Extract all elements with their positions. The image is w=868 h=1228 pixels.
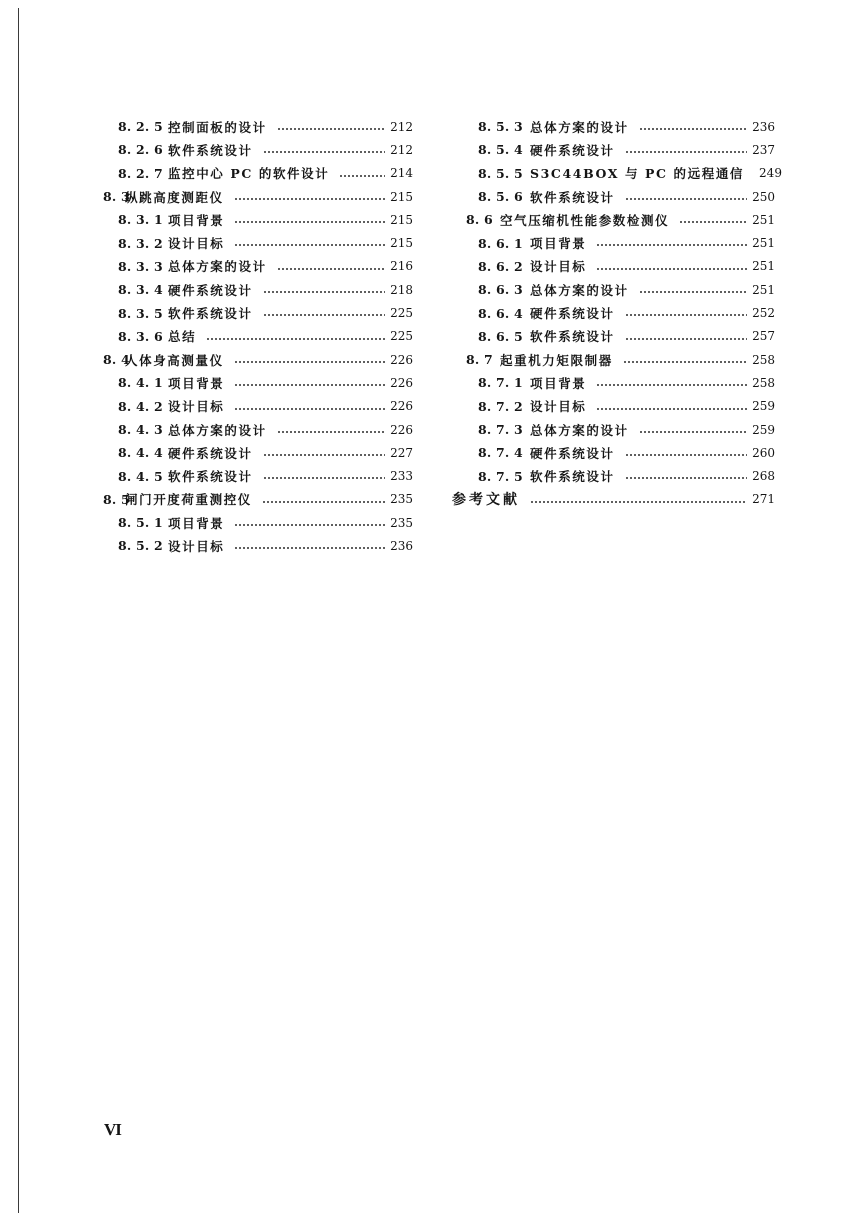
section-number: 8. 3. 2 xyxy=(118,235,163,251)
page-number: 236 xyxy=(390,538,413,553)
section-title: 总结 xyxy=(168,329,197,345)
section-number: 8. 4. 1 xyxy=(118,375,163,391)
toc-entry xyxy=(452,464,775,487)
toc-entry xyxy=(452,162,782,185)
section-title: 项目背景 xyxy=(168,375,225,391)
toc-entry xyxy=(452,348,775,371)
section-title: 总体方案的设计 xyxy=(530,422,629,438)
dot-leader xyxy=(625,301,747,324)
toc-entry xyxy=(452,231,775,254)
page-number: 237 xyxy=(752,142,775,157)
section-number: 8. 4 xyxy=(103,352,130,368)
dot-leader xyxy=(277,115,385,138)
section-title: 闸门开度荷重测控仪 xyxy=(125,492,252,508)
page-number: 212 xyxy=(390,119,413,134)
page-number: 226 xyxy=(390,352,413,367)
page-number: 236 xyxy=(752,119,775,134)
page-folio: VI xyxy=(104,1120,121,1139)
section-title: 项目背景 xyxy=(530,236,587,252)
page-number: 251 xyxy=(752,259,775,274)
section-title: 监控中心 PC 的软件设计 xyxy=(168,166,330,182)
section-title: 空气压缩机性能参数检测仪 xyxy=(500,212,670,228)
page-number: 212 xyxy=(390,142,413,157)
page-number: 215 xyxy=(390,212,413,227)
toc-entry xyxy=(452,371,775,394)
section-number: 8. 5. 6 xyxy=(478,189,523,205)
dot-leader xyxy=(234,185,385,208)
section-number: 8. 5. 2 xyxy=(118,538,163,554)
section-number: 8. 2. 6 xyxy=(118,142,163,158)
page-number: 226 xyxy=(390,399,413,414)
section-title: 控制面板的设计 xyxy=(168,119,267,135)
dot-leader xyxy=(263,464,385,487)
page-number: 249 xyxy=(759,166,782,181)
section-number: 8. 5. 4 xyxy=(478,142,523,158)
toc-entry xyxy=(103,138,413,161)
page-number: 251 xyxy=(752,236,775,251)
dot-leader xyxy=(277,418,385,441)
section-number: 8. 6. 5 xyxy=(478,328,523,344)
toc-entry xyxy=(452,208,775,231)
toc-entry xyxy=(452,395,775,418)
section-title: 起重机力矩限制器 xyxy=(500,352,613,368)
toc-entry xyxy=(103,162,413,185)
section-number: 8. 6. 3 xyxy=(478,282,523,298)
section-title: 设计目标 xyxy=(168,538,225,554)
section-number: 8. 7. 4 xyxy=(478,445,523,461)
page-number: 257 xyxy=(752,329,775,344)
section-number: 8. 4. 2 xyxy=(118,398,163,414)
page-number: 252 xyxy=(752,306,775,321)
page-number: 260 xyxy=(752,445,775,460)
toc-entry xyxy=(103,231,413,254)
section-number: 8. 7. 1 xyxy=(478,375,523,391)
toc-left-column xyxy=(103,115,413,558)
section-number: 8. 7. 3 xyxy=(478,422,523,437)
toc-entry xyxy=(452,255,775,278)
toc-entry xyxy=(103,208,413,231)
toc-entry xyxy=(452,441,775,464)
page-number: 215 xyxy=(390,189,413,204)
section-number: 8. 5. 1 xyxy=(118,515,163,531)
page-number: 235 xyxy=(390,515,413,530)
dot-leader xyxy=(625,325,747,348)
toc-entry xyxy=(452,115,775,138)
dot-leader xyxy=(623,348,747,371)
page-number: 258 xyxy=(752,352,775,367)
dot-leader xyxy=(263,301,385,324)
dot-leader xyxy=(339,162,385,185)
toc-entry xyxy=(103,255,413,278)
section-number: 8. 3. 1 xyxy=(118,212,163,228)
toc-entry xyxy=(452,278,775,301)
section-title: 硬件系统设计 xyxy=(530,445,615,461)
toc-entry xyxy=(103,395,413,418)
toc-entry xyxy=(452,418,775,441)
section-number: 8. 3. 3 xyxy=(118,258,163,274)
section-title: 硬件系统设计 xyxy=(530,142,615,158)
section-number: 8. 2. 5 xyxy=(118,119,163,135)
toc-entry xyxy=(103,511,413,534)
dot-leader xyxy=(262,488,385,511)
dot-leader xyxy=(206,325,385,348)
page-number: 258 xyxy=(752,375,775,390)
toc-entry xyxy=(452,301,775,324)
section-number: 8. 6. 1 xyxy=(478,235,523,251)
section-title: 软件系统设计 xyxy=(168,142,253,158)
toc-entry xyxy=(103,185,413,208)
section-title: 硬件系统设计 xyxy=(530,306,615,322)
section-number: 8. 6. 4 xyxy=(478,305,523,321)
dot-leader xyxy=(639,278,747,301)
dot-leader xyxy=(530,488,747,511)
page-number: 214 xyxy=(390,166,413,181)
section-title: 软件系统设计 xyxy=(168,306,253,322)
section-title: 总体方案的设计 xyxy=(168,259,267,275)
section-number: 8. 3. 5 xyxy=(118,305,163,321)
section-number: 8. 4. 5 xyxy=(118,468,163,484)
toc-entry xyxy=(452,185,775,208)
dot-leader xyxy=(679,208,747,231)
page-number: 235 xyxy=(390,492,413,507)
dot-leader xyxy=(625,185,747,208)
toc-entry xyxy=(103,278,413,301)
section-number: 8. 3. 4 xyxy=(118,282,163,298)
section-number: 8. 3. 6 xyxy=(118,328,163,344)
dot-leader xyxy=(234,534,385,557)
dot-leader xyxy=(234,348,385,371)
dot-leader xyxy=(596,231,747,254)
section-number: 8. 5 xyxy=(103,491,130,507)
section-number: 8. 3 xyxy=(103,189,130,205)
dot-leader xyxy=(263,138,385,161)
toc-entry xyxy=(452,325,775,348)
dot-leader xyxy=(625,138,747,161)
dot-leader xyxy=(263,441,385,464)
toc-entry xyxy=(103,325,413,348)
page-number: 215 xyxy=(390,236,413,251)
toc-entry xyxy=(103,371,413,394)
section-number: 8. 7. 5 xyxy=(478,468,523,484)
section-title: 硬件系统设计 xyxy=(168,282,253,298)
section-number: 8. 4. 4 xyxy=(118,445,163,461)
toc-entry xyxy=(103,441,413,464)
toc-entry xyxy=(103,115,413,138)
section-title: 项目背景 xyxy=(530,375,587,391)
dot-leader xyxy=(234,511,385,534)
toc-entry xyxy=(452,138,775,161)
dot-leader xyxy=(234,371,385,394)
section-title: 总体方案的设计 xyxy=(530,282,629,298)
section-title: 设计目标 xyxy=(168,399,225,415)
section-number: 8. 4. 3 xyxy=(118,422,163,437)
dot-leader xyxy=(625,464,747,487)
page-number: 226 xyxy=(390,375,413,390)
dot-leader xyxy=(234,208,385,231)
dot-leader xyxy=(639,115,747,138)
section-title: 设计目标 xyxy=(168,236,225,252)
page-number: 218 xyxy=(390,282,413,297)
section-title: 总体方案的设计 xyxy=(168,422,267,438)
toc-entry xyxy=(103,348,413,371)
page-number: 250 xyxy=(752,189,775,204)
section-title: 硬件系统设计 xyxy=(168,445,253,461)
section-title: 纵跳高度测距仪 xyxy=(125,189,224,205)
page-number: 233 xyxy=(390,469,413,484)
page-number: 227 xyxy=(390,445,413,460)
section-number: 8. 5. 5 xyxy=(478,165,523,181)
section-number: 8. 6. 2 xyxy=(478,258,523,274)
section-title: 总体方案的设计 xyxy=(530,119,629,135)
page-number: 226 xyxy=(390,422,413,437)
section-title: 设计目标 xyxy=(530,259,587,275)
section-title: 参考文献 xyxy=(452,492,520,509)
section-title: 软件系统设计 xyxy=(530,329,615,345)
section-title: 人体身高测量仪 xyxy=(125,352,224,368)
section-title: 项目背景 xyxy=(168,212,225,228)
dot-leader xyxy=(263,278,385,301)
section-number: 8. 6 xyxy=(466,212,493,228)
section-title: S3C44BOX 与 PC 的远程通信 xyxy=(530,166,745,182)
toc-entry-references xyxy=(452,488,775,511)
page-number: 259 xyxy=(752,399,775,414)
page-number: 225 xyxy=(390,306,413,321)
section-title: 软件系统设计 xyxy=(530,469,615,485)
dot-leader xyxy=(234,395,385,418)
toc-entry xyxy=(103,418,413,441)
toc-entry xyxy=(103,534,413,557)
dot-leader xyxy=(596,371,747,394)
toc-right-column xyxy=(452,115,782,511)
dot-leader xyxy=(625,441,747,464)
page-number: 251 xyxy=(752,282,775,297)
page-number: 268 xyxy=(752,469,775,484)
page-number: 251 xyxy=(752,212,775,227)
toc-entry xyxy=(103,301,413,324)
dot-leader xyxy=(596,255,747,278)
page-number: 271 xyxy=(752,492,775,507)
page-number: 259 xyxy=(752,422,775,437)
dot-leader xyxy=(234,231,385,254)
section-number: 8. 2. 7 xyxy=(118,165,163,181)
section-title: 设计目标 xyxy=(530,399,587,415)
dot-leader xyxy=(277,255,385,278)
page-number: 225 xyxy=(390,329,413,344)
binding-edge-line xyxy=(18,8,19,1213)
section-number: 8. 7 xyxy=(466,352,493,368)
toc-entry xyxy=(103,488,413,511)
section-title: 软件系统设计 xyxy=(530,189,615,205)
section-title: 软件系统设计 xyxy=(168,469,253,485)
section-number: 8. 7. 2 xyxy=(478,398,523,414)
section-number: 8. 5. 3 xyxy=(478,119,523,135)
section-title: 项目背景 xyxy=(168,515,225,531)
dot-leader xyxy=(596,395,747,418)
page-number: 216 xyxy=(390,259,413,274)
dot-leader xyxy=(639,418,747,441)
toc-entry xyxy=(103,464,413,487)
